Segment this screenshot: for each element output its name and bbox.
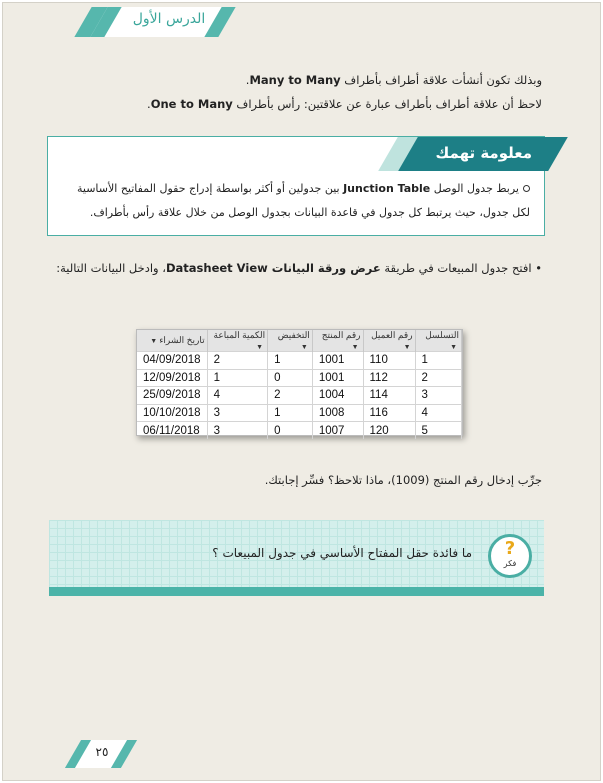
think-label: فكر bbox=[503, 559, 517, 568]
table-row bbox=[137, 352, 462, 370]
table-cell[interactable]: 1 bbox=[268, 404, 313, 422]
table-cell[interactable]: 3 bbox=[207, 422, 268, 440]
column-header[interactable]: رقم المنتج▼ bbox=[312, 330, 363, 352]
info-title: معلومة تهمك bbox=[435, 144, 532, 162]
table-cell[interactable]: 25/09/2018 bbox=[137, 387, 207, 405]
table-cell[interactable]: 2 bbox=[415, 369, 461, 387]
table-cell[interactable]: 116 bbox=[363, 404, 415, 422]
textbook-page bbox=[2, 2, 601, 781]
table-cell[interactable]: 1008 bbox=[312, 404, 363, 422]
column-header[interactable]: تاريخ الشراء▼ bbox=[137, 330, 207, 352]
step-instruction: • افتح جدول المبيعات في طريقة عرض ورقة البيانات Datasheet View، وادخل البيانات التالية: bbox=[56, 261, 542, 275]
table-cell[interactable]: 4 bbox=[207, 387, 268, 405]
table-cell[interactable]: 1004 bbox=[312, 387, 363, 405]
info-line-2: لكل جدول، حيث يرتبط كل جدول في قاعدة البيانات بجدول الوصل من خلال علاقة رأس بأطراف. bbox=[89, 206, 530, 219]
think-badge bbox=[488, 534, 532, 578]
table-header-row bbox=[137, 330, 462, 352]
column-header[interactable]: رقم العميل▼ bbox=[363, 330, 415, 352]
intro-line-2-en: One to Many bbox=[150, 97, 233, 111]
table-cell[interactable]: 1 bbox=[415, 352, 461, 370]
table-cell[interactable]: 1001 bbox=[312, 369, 363, 387]
step-bullet: • bbox=[535, 261, 542, 275]
page-number: ٢٥ bbox=[95, 745, 109, 759]
column-header[interactable]: الكمية المباعة▼ bbox=[207, 330, 268, 352]
table-cell[interactable]: 2 bbox=[268, 387, 313, 405]
table-cell[interactable]: 2 bbox=[207, 352, 268, 370]
dropdown-arrow-icon[interactable]: ▼ bbox=[403, 344, 411, 351]
table-cell[interactable]: 06/11/2018 bbox=[137, 422, 207, 440]
intro-line-1: وبذلك تكون أنشأت علاقة أطراف بأطراف Many to Many. bbox=[245, 73, 542, 87]
intro-line-2: لاحظ أن علاقة أطراف بأطراف عبارة عن علاقتين: رأس بأطراف One to Many. bbox=[147, 97, 542, 111]
think-bottom-bar bbox=[49, 587, 544, 596]
column-header[interactable]: التسلسل▼ bbox=[415, 330, 461, 352]
table-cell[interactable]: 0 bbox=[268, 369, 313, 387]
try-instruction: جرِّب إدخال رقم المنتج (1009)، ماذا تلاحظ؟ فسِّر إجابتك. bbox=[264, 473, 542, 487]
think-box bbox=[49, 520, 544, 596]
info-box bbox=[47, 136, 545, 236]
intro-line-1-en: Many to Many bbox=[249, 73, 341, 87]
table-cell[interactable]: 5 bbox=[415, 422, 461, 440]
column-header[interactable]: التخفيض▼ bbox=[268, 330, 313, 352]
table-cell[interactable]: 120 bbox=[363, 422, 415, 440]
table-cell[interactable]: 10/10/2018 bbox=[137, 404, 207, 422]
table-cell[interactable]: 114 bbox=[363, 387, 415, 405]
dropdown-arrow-icon[interactable]: ▼ bbox=[150, 338, 158, 345]
table-cell[interactable]: 1 bbox=[207, 369, 268, 387]
table-cell[interactable]: 1007 bbox=[312, 422, 363, 440]
table-row bbox=[137, 404, 462, 422]
dropdown-arrow-icon[interactable]: ▼ bbox=[300, 344, 308, 351]
table-cell[interactable]: 12/09/2018 bbox=[137, 369, 207, 387]
think-question: ما فائدة حقل المفتاح الأساسي في جدول المبيعات ؟ bbox=[212, 546, 472, 560]
sales-datasheet bbox=[136, 329, 463, 436]
intro-line-1-text: وبذلك تكون أنشأت علاقة أطراف بأطراف bbox=[340, 73, 542, 87]
table-row bbox=[137, 422, 462, 440]
table-row bbox=[137, 387, 462, 405]
table-cell[interactable]: 1 bbox=[268, 352, 313, 370]
circle-bullet-icon bbox=[523, 185, 530, 192]
table-cell[interactable]: 3 bbox=[207, 404, 268, 422]
table-cell[interactable]: 4 bbox=[415, 404, 461, 422]
table-cell[interactable]: 110 bbox=[363, 352, 415, 370]
intro-line-2-text: لاحظ أن علاقة أطراف بأطراف عبارة عن علاقتين: رأس بأطراف bbox=[232, 97, 542, 111]
table-cell[interactable]: 0 bbox=[268, 422, 313, 440]
dropdown-arrow-icon[interactable]: ▼ bbox=[351, 344, 359, 351]
lesson-title: الدرس الأول bbox=[132, 11, 206, 27]
table-row bbox=[137, 369, 462, 387]
question-mark-icon: ? bbox=[504, 538, 516, 559]
info-line-1: يربط جدول الوصل Junction Table بين جدولين أو أكثر بواسطة إدراج حقول المفاتيح الأساسية bbox=[58, 182, 530, 195]
table-cell[interactable]: 3 bbox=[415, 387, 461, 405]
dropdown-arrow-icon[interactable]: ▼ bbox=[256, 344, 264, 351]
table-cell[interactable]: 112 bbox=[363, 369, 415, 387]
dropdown-arrow-icon[interactable]: ▼ bbox=[450, 344, 457, 351]
table-cell[interactable]: 04/09/2018 bbox=[137, 352, 207, 370]
table-cell[interactable]: 1001 bbox=[312, 352, 363, 370]
